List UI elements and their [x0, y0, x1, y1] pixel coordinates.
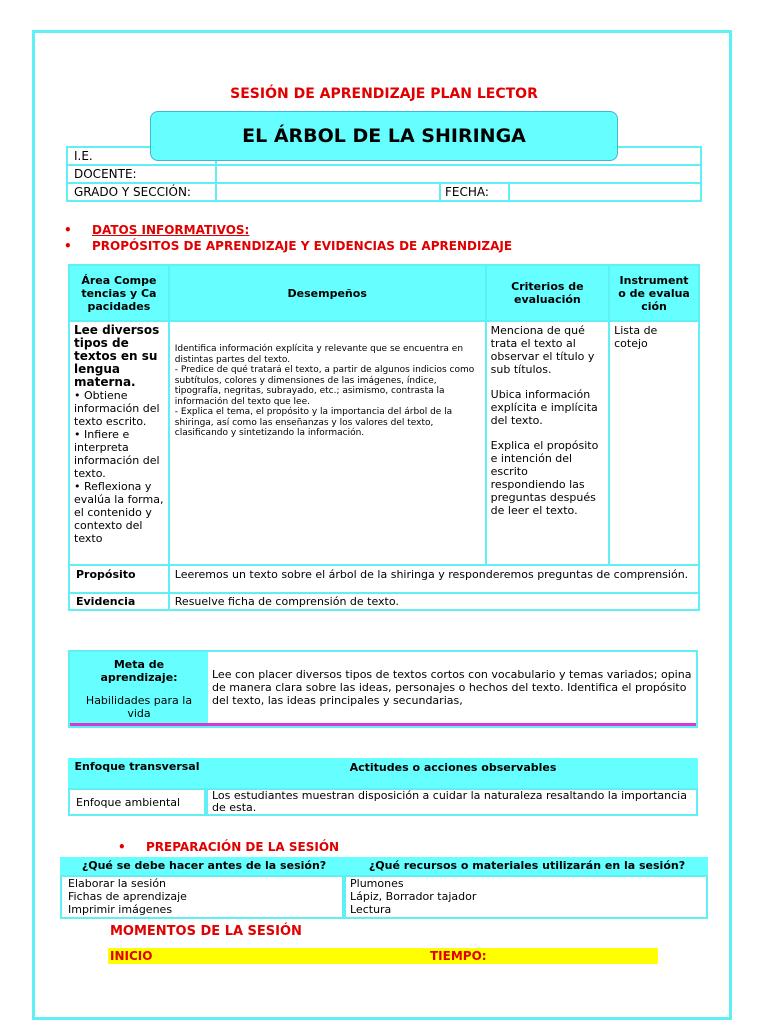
enfoque-header-right: Actitudes o acciones observables	[349, 761, 557, 774]
proposito-text: Leeremos un texto sobre el árbol de la shiringa y responderemos preguntas de comprensión.	[169, 565, 699, 593]
section-preparacion: PREPARACIÓN DE LA SESIÓN	[146, 840, 340, 854]
area-cell	[69, 321, 169, 565]
story-title: EL ÁRBOL DE LA SHIRINGA	[150, 111, 618, 161]
list-item: Elaborar la sesión	[68, 877, 167, 890]
grado-value	[216, 183, 440, 201]
criterio-item: Ubica información explícita e implícita del texto.	[490, 388, 598, 427]
competencia-title: Lee diversos tipos de textos en su lengua materna.	[74, 323, 160, 389]
header-desempenos: Desempeños	[169, 265, 486, 321]
meta-box	[68, 650, 698, 728]
preparacion-col1	[60, 875, 344, 919]
enfoque-header-left: Enfoque transversal	[74, 760, 200, 773]
evidencia-label: Evidencia	[69, 593, 169, 610]
section-momentos: MOMENTOS DE LA SESIÓN	[110, 924, 302, 939]
desempeno-item: Identifica información explícita y relevante que se encuentra en distintas partes del texto.	[174, 344, 464, 365]
preparacion-col2	[344, 875, 708, 919]
fecha-label: FECHA:	[440, 183, 509, 201]
desempenos-cell	[169, 321, 486, 565]
header-area: Área Competencias y Capacidades	[69, 265, 169, 321]
session-title: SESIÓN DE APRENDIZAJE PLAN LECTOR	[230, 86, 538, 102]
header-criterios: Criterios de evaluación	[486, 265, 609, 321]
criterio-item: Menciona de qué trata el texto al observar el título y sub títulos.	[490, 324, 595, 376]
meta-text: Lee con placer diversos tipos de textos cortos con vocabulario y temas variados; opina de manera clara sobre las ideas, personajes o hechos del texto. Identifica el propósito del texto, las ideas principales y secundarias,	[212, 668, 692, 707]
enfoque-box	[68, 758, 698, 818]
header-instrumento: Instrumento de evaluación	[609, 265, 699, 321]
tiempo-label: TIEMPO:	[430, 949, 487, 963]
fecha-value	[509, 183, 701, 201]
list-item: Fichas de aprendizaje	[68, 890, 187, 903]
desempeno-item: - Predice de qué tratará el texto, a partir de algunos indicios como subtítulos, colores y dimensiones de las imágenes, índice, tipografía, negritas, subrayado, etc.; asimismo, contrasta la información del texto que lee.	[174, 365, 475, 407]
list-item: Lápiz, Borrador tajador	[350, 890, 477, 903]
meta-underline	[70, 723, 696, 726]
capacidad-item: • Infiere e interpreta información del texto.	[74, 428, 160, 480]
preparacion-col2-header: ¿Qué recursos o materiales utilizarán en la sesión?	[368, 859, 686, 872]
meta-label: Meta de aprendizaje:	[100, 658, 178, 684]
list-item: Plumones	[350, 877, 404, 890]
list-item: Lectura	[350, 903, 392, 916]
evidencia-text: Resuelve ficha de comprensión de texto.	[169, 593, 699, 610]
docente-label: DOCENTE:	[67, 165, 216, 183]
section-propositos: PROPÓSITOS DE APRENDIZAJE Y EVIDENCIAS DE APRENDIZAJE	[92, 239, 513, 253]
criterio-item: Explica el propósito e intención del escrito respondiendo las preguntas después de leer el texto.	[490, 439, 599, 517]
meta-label-cell	[70, 652, 208, 724]
enfoque-text: Los estudiantes muestran disposición a cuidar la naturaleza resaltando la importancia de esta.	[206, 788, 698, 816]
ie-label: I.E.	[67, 147, 216, 165]
preparacion-col1-header: ¿Qué se debe hacer antes de la sesión?	[81, 859, 327, 872]
meta-sublabel: Habilidades para la vida	[85, 694, 193, 720]
inicio-label: INICIO	[110, 949, 153, 963]
capacidad-item: • Reflexiona y evalúa la forma, el contenido y contexto del texto	[74, 480, 164, 545]
capacidad-item: • Obtiene información del texto escrito.	[74, 389, 160, 428]
desempeno-item: - Explica el tema, el propósito y la importancia del árbol de la shiringa, así como las enseñanzas y los valores del texto, clasificando y sintetizando la información.	[174, 407, 453, 438]
grado-label: GRADO Y SECCIÓN:	[67, 183, 216, 201]
instrumento-cell: Lista de cotejo	[609, 321, 699, 565]
enfoque-name: Enfoque ambiental	[68, 788, 206, 816]
section-datos: DATOS INFORMATIVOS:	[92, 223, 250, 237]
preparacion-table	[60, 857, 708, 921]
criterios-cell	[486, 321, 609, 565]
purpose-table	[68, 264, 700, 611]
list-item: Imprimir imágenes	[68, 903, 173, 916]
proposito-label: Propósito	[69, 565, 169, 593]
inicio-bar	[108, 948, 658, 964]
docente-value	[216, 165, 701, 183]
